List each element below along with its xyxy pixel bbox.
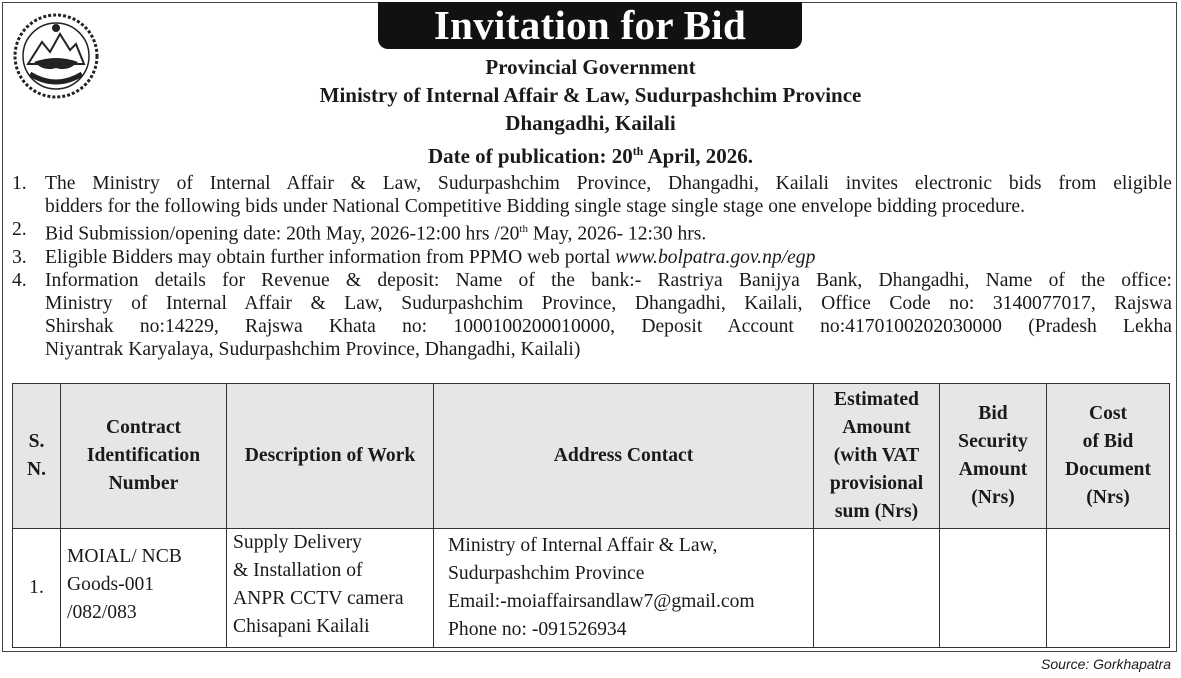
header-bid-security: Bid Security Amount (Nrs) (940, 384, 1047, 529)
publication-date-label: Date of publication: 20 (427, 144, 633, 168)
notice-items (12, 172, 1172, 361)
invitation-title: Invitation for Bid (378, 2, 802, 49)
item-number: 3. (12, 246, 27, 268)
notice-item-1 (12, 172, 1172, 218)
cell-estimated-amount (814, 529, 940, 648)
table-row (13, 529, 1170, 648)
header-estimated-amount: Estimated Amount (with VAT provisional sum (Nrs) (814, 384, 940, 529)
publication-date-rest: April, 2026. (643, 144, 754, 168)
item-number: 4. (12, 269, 27, 291)
header-contract-id: Contract Identification Number (61, 384, 227, 529)
header-bid-document-cost: Cost of Bid Document (Nrs) (1047, 384, 1170, 529)
item-4-line-4: Niyantrak Karyalaya, Sudurpashchim Province, Dhangadhi, Kailali) (45, 338, 581, 360)
bid-dates-suffix: th (519, 223, 528, 235)
item-2-text (45, 218, 1172, 246)
ministry-line: Ministry of Internal Affair & Law, Sudurpashchim Province (319, 83, 862, 107)
bid-dates-text: Bid Submission/opening date: 20th May, 2026-12:00 hrs /20 (45, 223, 520, 245)
bid-table (12, 383, 1170, 648)
source-credit: Source: Gorkhapatra (1041, 656, 1171, 672)
header-sn: S. N. (13, 384, 61, 529)
publication-date-suffix: th (632, 144, 644, 158)
cell-sn: 1. (13, 529, 61, 648)
item-4-line-1: Information details for Revenue & deposit: Name of the bank:- Rastriya Banijya Bank, Dhangadhi, Name of the office: (45, 269, 1172, 291)
notice-item-4 (12, 269, 1172, 361)
header-description: Description of Work (227, 384, 434, 529)
bid-dates-rest: May, 2026- 12:30 hrs. (527, 223, 707, 245)
item-number: 1. (12, 173, 27, 194)
item-4-line-3: Shirshak no:14229, Rajswa Khata no: 1000100200010000, Deposit Account no:4170100202030000 (Pradesh Lekha (45, 315, 1172, 337)
item-1-line-2: bidders for the following bids under National Competitive Bidding single stage single stage one envelope bidding procedure. (45, 196, 1026, 217)
portal-text: Eligible Bidders may obtain further information from PPMO web portal (45, 246, 616, 268)
notice-item-2 (12, 218, 1172, 246)
location-line: Dhangadhi, Kailali (505, 111, 676, 135)
cell-contract-id: MOIAL/ NCB Goods-001 /082/083 (61, 529, 227, 648)
header-address: Address Contact (434, 384, 814, 529)
table-header-row (13, 384, 1170, 529)
government-line: Provincial Government (485, 55, 696, 79)
item-4-line-2: Ministry of Internal Affair & Law, Sudurpashchim Province, Dhangadhi, Kailali, Office Code no: 3140077017, Rajswa (45, 292, 1172, 314)
cell-bid-document-cost (1047, 529, 1170, 648)
cell-description: Supply Delivery & Installation of ANPR CCTV camera Chisapani Kailali (227, 529, 434, 648)
item-number: 2. (12, 219, 27, 240)
portal-link[interactable]: www.bolpatra.gov.np/egp (615, 246, 816, 268)
cell-address: Ministry of Internal Affair & Law, Sudurpashchim Province Email:-moiaffairsandlaw7@gmail.com Phone no: -091526934 (434, 529, 814, 648)
item-3-text (45, 246, 1172, 269)
item-1-line-1: The Ministry of Internal Affair & Law, Sudurpashchim Province, Dhangadhi, Kailali invites electronic bids from eligible (45, 173, 1172, 194)
cell-bid-security (940, 529, 1047, 648)
publication-date (0, 138, 1181, 169)
notice-item-3 (12, 246, 1172, 269)
